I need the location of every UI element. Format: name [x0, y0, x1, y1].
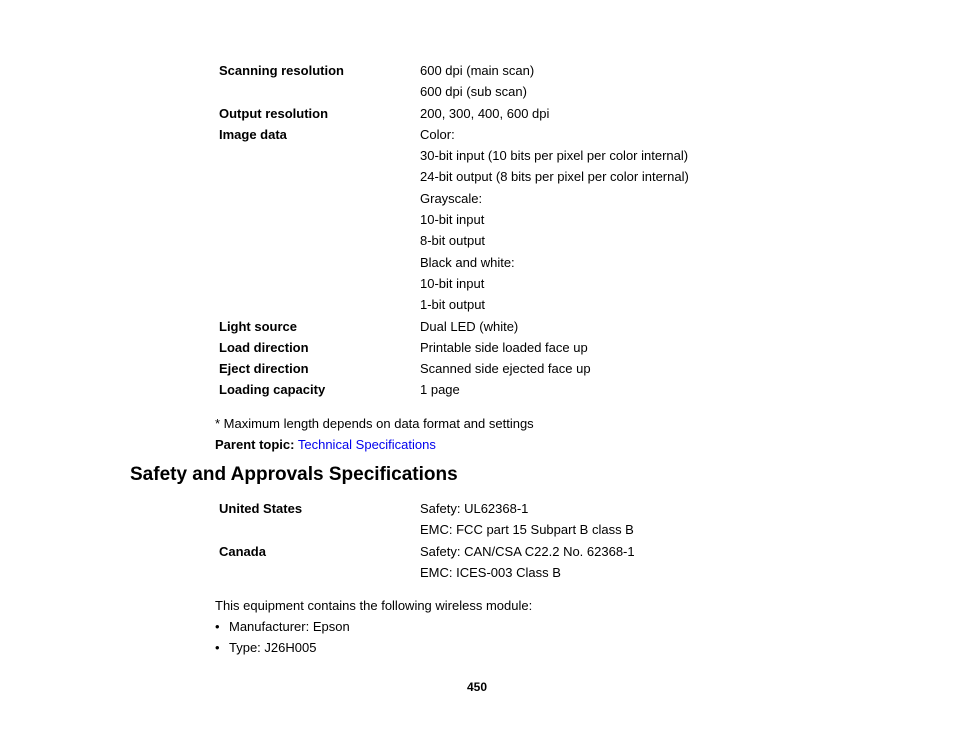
spec-row [219, 233, 739, 254]
parent-topic [215, 437, 436, 452]
spec-row [219, 565, 739, 586]
spec-label: Loading capacity [219, 382, 326, 398]
spec-value: EMC: ICES-003 Class B [420, 564, 561, 580]
spec-row [219, 297, 739, 318]
spec-row [219, 340, 739, 361]
spec-row [219, 382, 739, 403]
parent-topic-label: Parent topic: [215, 437, 295, 452]
bullet-icon: • [215, 619, 220, 634]
wireless-intro: This equipment contains the following wireless module: [215, 598, 533, 613]
bullet-icon: • [215, 640, 220, 655]
spec-label: Light source [219, 318, 298, 334]
spec-value: 30-bit input (10 bits per pixel per color internal) [420, 148, 689, 164]
spec-value: Safety: UL62368-1 [420, 501, 529, 516]
spec-row [219, 522, 739, 543]
spec-value: 10-bit input [420, 212, 485, 228]
safety-approvals-table [219, 501, 739, 586]
spec-label: Eject direction [219, 361, 309, 377]
spec-value: Dual LED (white) [420, 318, 519, 334]
spec-value: 600 dpi (main scan) [420, 63, 535, 78]
section-heading: Safety and Approvals Specifications [130, 464, 458, 485]
spec-value: EMC: FCC part 15 Subpart B class B [420, 522, 634, 538]
spec-value: Black and white: [420, 254, 515, 270]
spec-label: Scanning resolution [219, 63, 344, 78]
spec-value: Color: [420, 126, 455, 142]
list-item [215, 640, 316, 655]
technical-specifications-link[interactable]: Technical Specifications [297, 437, 436, 452]
scanner-specs-table [219, 63, 739, 404]
spec-value: 10-bit input [420, 275, 485, 291]
list-item [215, 619, 350, 634]
spec-label: Output resolution [219, 105, 329, 121]
spec-value: 8-bit output [420, 233, 486, 249]
spec-value: Grayscale: [420, 190, 483, 206]
spec-label: Load direction [219, 339, 309, 355]
spec-row [219, 84, 739, 105]
spec-row [219, 169, 739, 190]
spec-value: 200, 300, 400, 600 dpi [420, 105, 550, 121]
spec-value: 24-bit output (8 bits per pixel per color internal) [420, 169, 689, 185]
spec-row [219, 212, 739, 233]
spec-label: Canada [219, 543, 266, 559]
spec-row [219, 501, 739, 522]
spec-row [219, 544, 739, 565]
spec-value: 1-bit output [420, 297, 486, 313]
spec-value: Safety: CAN/CSA C22.2 No. 62368-1 [420, 543, 635, 559]
spec-row [219, 127, 739, 148]
spec-row [219, 106, 739, 127]
spec-row [219, 361, 739, 382]
list-item-text: Manufacturer: Epson [229, 619, 350, 634]
spec-row [219, 191, 739, 212]
spec-value: Scanned side ejected face up [420, 361, 591, 377]
spec-row [219, 63, 739, 84]
spec-row [219, 148, 739, 169]
spec-value: 600 dpi (sub scan) [420, 84, 527, 100]
list-item-text: Type: J26H005 [229, 640, 317, 655]
spec-row [219, 319, 739, 340]
spec-value: Printable side loaded face up [420, 339, 588, 355]
spec-row [219, 255, 739, 276]
page-number: 450 [466, 680, 488, 694]
spec-row [219, 276, 739, 297]
spec-label: Image data [219, 126, 287, 142]
spec-value: 1 page [420, 382, 460, 398]
footnote: * Maximum length depends on data format and settings [215, 416, 534, 431]
spec-label: United States [219, 501, 303, 516]
